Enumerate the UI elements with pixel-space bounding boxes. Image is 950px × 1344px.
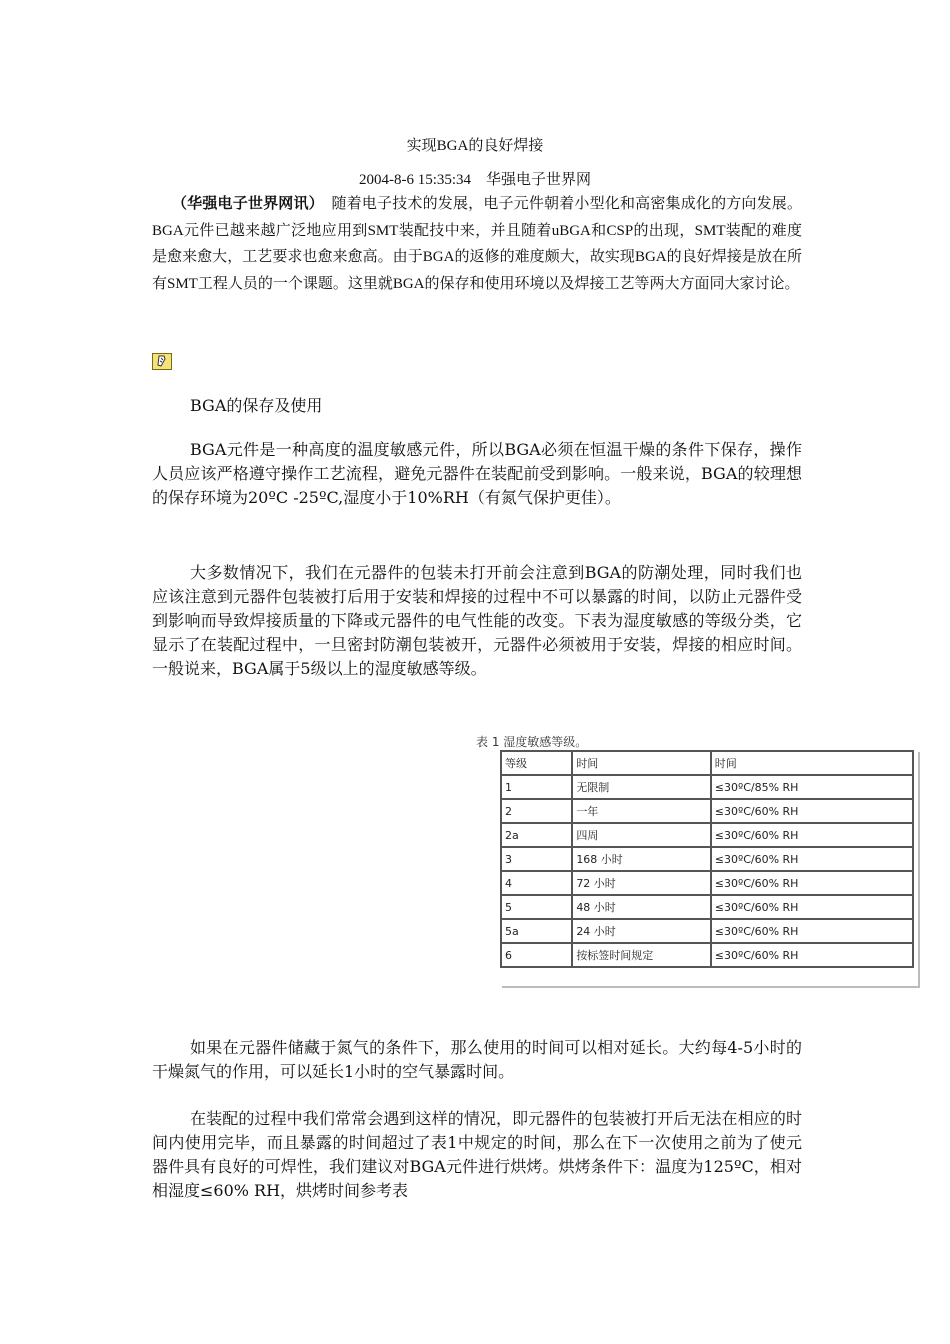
- table-cell: 5a: [501, 919, 572, 943]
- paragraph-baking: 在装配的过程中我们常常会遇到这样的情况，即元器件的包装被打开后无法在相应的时间内使用完毕，而且暴露的时间超过了表1中规定的时间，那么在下一次使用之前为了使元器件具有良好的可焊性，我们建议对BGA元件进行烘烤。烘烤条件下：温度为125ºC，相对相湿度≤60% RH，烘烤时间参考表: [152, 1109, 802, 1200]
- table-cell: ≤30ºC/60% RH: [711, 823, 913, 847]
- intro-text: 随着电子技术的发展，电子元件朝着小型化和高密集成化的方向发展。BGA元件已越来越广泛地应用到SMT装配技中来，并且随着uBGA和CSP的出现，SMT装配的难度是愈来愈大，工艺要求也愈来愈高。由于BGA的返修的难度颇大，故实现BGA的良好焊接是放在所有SMT工程人员的一个课题。这里就BGA的保存和使用环境以及焊接工艺等两大方面同大家讨论。: [152, 196, 802, 292]
- table-row: [501, 775, 913, 799]
- table-row: [501, 943, 913, 967]
- table-cell: 72 小时: [572, 871, 710, 895]
- table-row: [501, 895, 913, 919]
- table-cell: ≤30ºC/60% RH: [711, 847, 913, 871]
- table-cell: ≤30ºC/85% RH: [711, 775, 913, 799]
- article-dateline: 2004-8-6 15:35:34 华强电子世界网: [358, 172, 592, 188]
- humidity-table-figure: [476, 734, 918, 962]
- table-cell: 按标签时间规定: [572, 943, 710, 967]
- table-cell: 4: [501, 871, 572, 895]
- table-cell: ≤30ºC/60% RH: [711, 943, 913, 967]
- table-row: [501, 919, 913, 943]
- table-cell: ≤30ºC/60% RH: [711, 919, 913, 943]
- table-cell: 2a: [501, 823, 572, 847]
- table-cell: 6: [501, 943, 572, 967]
- table-cell: 1: [501, 775, 572, 799]
- table-cell: 2: [501, 799, 572, 823]
- intro-lead: （华强电子世界网讯）: [172, 196, 317, 212]
- intro-paragraph: [152, 191, 802, 297]
- table-cell: 3: [501, 847, 572, 871]
- table-cell: 无限制: [572, 775, 710, 799]
- table-header-cell: 等级: [501, 751, 572, 775]
- document-icon-glyph: [153, 354, 171, 369]
- table-cell: 5: [501, 895, 572, 919]
- table-header-cell: 时间: [711, 751, 913, 775]
- section-heading: BGA的保存及使用: [190, 396, 323, 415]
- table-row: [501, 799, 913, 823]
- humidity-table: [500, 750, 914, 968]
- table-cell: 168 小时: [572, 847, 710, 871]
- paragraph-moisture: 大多数情况下，我们在元器件的包装未打开前会注意到BGA的防潮处理，同时我们也应该注意到元器件包装被打后用于安装和焊接的过程中不可以暴露的时间，以防止元器件受到影响而导致焊接质量的下降或元器件的电气性能的改变。下表为湿度敏感的等级分类，它显示了在装配过程中，一旦密封防潮包装被开，元器件必须被用于安装，焊接的相应时间。一般说来，BGA属于5级以上的湿度敏感等级。: [152, 563, 802, 678]
- table-row: [501, 871, 913, 895]
- table-cell: 48 小时: [572, 895, 710, 919]
- table-row: [501, 823, 913, 847]
- paragraph-nitrogen: 如果在元器件储藏于氮气的条件下，那么使用的时间可以相对延长。大约每4-5小时的干燥氮气的作用，可以延长1小时的空气暴露时间。: [152, 1038, 802, 1081]
- table-header-cell: 时间: [572, 751, 710, 775]
- table-row: [501, 847, 913, 871]
- table-caption: 表 1 湿度敏感等级。: [476, 735, 588, 749]
- paragraph-storage: BGA元件是一种高度的温度敏感元件，所以BGA必须在恒温干燥的条件下保存，操作人员应该严格遵守操作工艺流程，避免元器件在装配前受到影响。一般来说，BGA的较理想的保存环境为20ºC -25ºC,湿度小于10%RH（有氮气保护更佳）。: [152, 440, 802, 507]
- table-header-row: [501, 751, 913, 775]
- table-cell: ≤30ºC/60% RH: [711, 871, 913, 895]
- article-title: 实现BGA的良好焊接: [406, 138, 544, 154]
- table-cell: ≤30ºC/60% RH: [711, 799, 913, 823]
- table-cell: ≤30ºC/60% RH: [711, 895, 913, 919]
- table-cell: 四周: [572, 823, 710, 847]
- document-icon[interactable]: [152, 353, 172, 370]
- table-cell: 24 小时: [572, 919, 710, 943]
- table-cell: 一年: [572, 799, 710, 823]
